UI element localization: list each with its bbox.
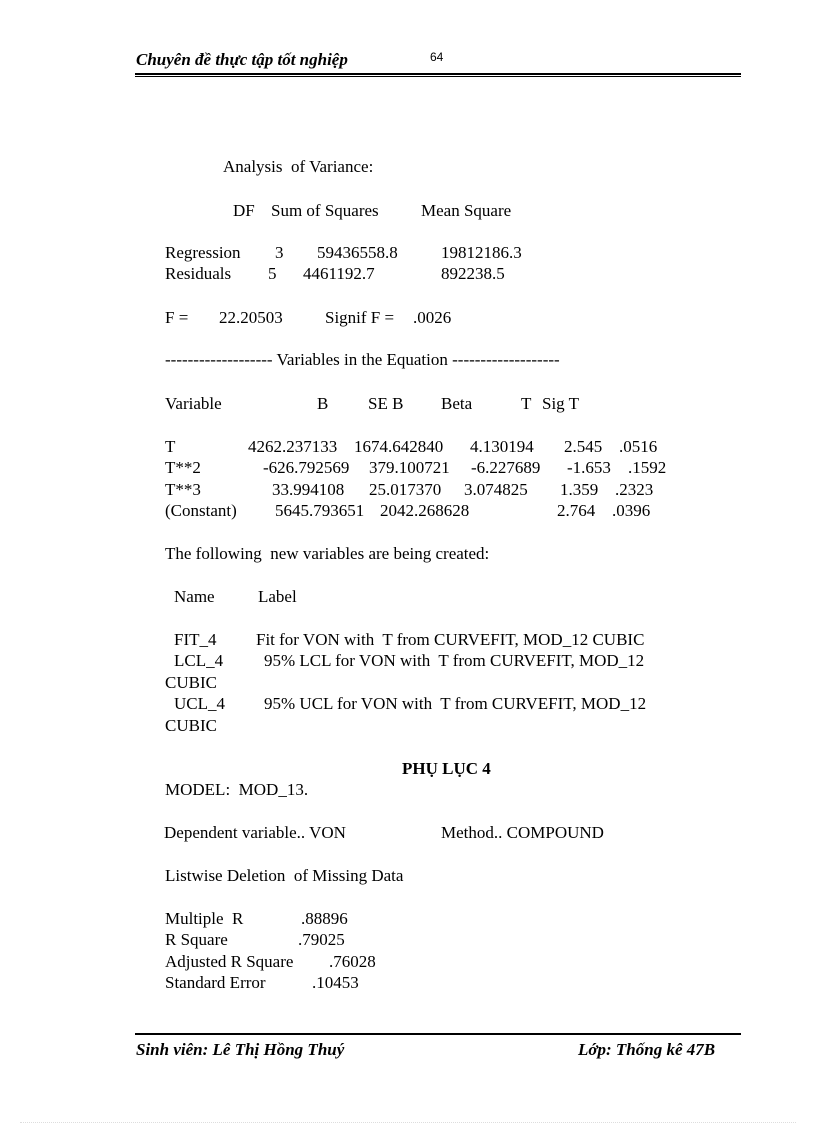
- equation-row-variable: T**2: [165, 458, 201, 477]
- anova-row-label: Regression: [165, 243, 241, 262]
- equation-row-variable: (Constant): [165, 501, 237, 520]
- new-var-label-wrap: CUBIC: [165, 673, 217, 692]
- anova-row-df: 3: [275, 243, 284, 262]
- equation-row-b: 33.994108: [272, 480, 345, 499]
- stat-value: .79025: [298, 930, 345, 949]
- equation-row-t: -1.653: [567, 458, 611, 477]
- model-line: MODEL: MOD_13.: [165, 780, 309, 799]
- anova-col-df: DF: [233, 201, 255, 220]
- anova-row-ms: 19812186.3: [441, 243, 522, 262]
- new-var-name: LCL_4: [174, 651, 224, 670]
- new-var-label: Fit for VON with T from CURVEFIT, MOD_12 CUBIC: [256, 630, 645, 649]
- equation-col-sigt: Sig T: [542, 394, 580, 413]
- header-rule-thin: [135, 76, 741, 77]
- footer-rule: [135, 1033, 741, 1035]
- equation-row-t: 2.545: [564, 437, 603, 456]
- new-var-label-wrap: CUBIC: [165, 716, 217, 735]
- equation-row-sigt: .0396: [612, 501, 651, 520]
- equation-row-t: 2.764: [557, 501, 596, 520]
- new-vars-intro: The following new variables are being created:: [165, 544, 490, 563]
- equation-col-seb: SE B: [368, 394, 404, 413]
- stat-label: Multiple R: [165, 909, 244, 928]
- stat-value: .10453: [312, 973, 359, 992]
- equation-row-sigt: .2323: [615, 480, 654, 499]
- equation-row-seb: 379.100721: [369, 458, 450, 477]
- equation-col-beta: Beta: [441, 394, 473, 413]
- header-rule: [135, 73, 741, 75]
- equation-row-t: 1.359: [560, 480, 599, 499]
- anova-row-df: 5: [268, 264, 277, 283]
- dependent-variable: Dependent variable.. VON: [164, 823, 346, 842]
- footer-class: Lớp: Thống kê 47B: [578, 1040, 716, 1059]
- anova-col-ss: Sum of Squares: [271, 201, 379, 220]
- method: Method.. COMPOUND: [441, 823, 604, 842]
- signif-label: Signif F =: [325, 308, 395, 327]
- document-header-title: Chuyên đề thực tập tốt nghiệp: [136, 50, 348, 69]
- new-var-label: 95% UCL for VON with T from CURVEFIT, MOD_12: [264, 694, 647, 713]
- appendix-title: PHỤ LỤC 4: [402, 759, 491, 778]
- equation-row-sigt: .1592: [628, 458, 667, 477]
- anova-row-label: Residuals: [165, 264, 232, 283]
- new-var-label: 95% LCL for VON with T from CURVEFIT, MOD_12: [264, 651, 645, 670]
- new-vars-col-name: Name: [174, 587, 215, 606]
- equation-row-beta: -6.227689: [471, 458, 541, 477]
- signif-value: .0026: [413, 308, 452, 327]
- equation-row-beta: 3.074825: [464, 480, 528, 499]
- equation-col-t: T: [521, 394, 532, 413]
- new-var-name: FIT_4: [174, 630, 217, 649]
- equation-row-seb: 1674.642840: [354, 437, 444, 456]
- equation-row-beta: 4.130194: [470, 437, 534, 456]
- f-value: 22.20503: [219, 308, 283, 327]
- stat-label: Standard Error: [165, 973, 266, 992]
- equation-col-b: B: [317, 394, 329, 413]
- stat-label: Adjusted R Square: [165, 952, 294, 971]
- equation-col-variable: Variable: [165, 394, 222, 413]
- page-number: 64: [430, 50, 444, 64]
- new-var-name: UCL_4: [174, 694, 225, 713]
- stat-label: R Square: [165, 930, 228, 949]
- equation-row-variable: T: [165, 437, 176, 456]
- equation-separator: ------------------- Variables in the Equation -------------------: [165, 350, 560, 369]
- equation-row-seb: 2042.268628: [380, 501, 470, 520]
- equation-row-b: -626.792569: [263, 458, 350, 477]
- anova-heading: Analysis of Variance:: [223, 157, 374, 176]
- stat-value: .88896: [301, 909, 348, 928]
- anova-row-ss: 4461192.7: [303, 264, 375, 283]
- stat-value: .76028: [329, 952, 376, 971]
- listwise-deletion: Listwise Deletion of Missing Data: [165, 866, 404, 885]
- anova-row-ms: 892238.5: [441, 264, 505, 283]
- f-label: F =: [165, 308, 189, 327]
- new-vars-col-label: Label: [258, 587, 297, 606]
- equation-row-seb: 25.017370: [369, 480, 442, 499]
- equation-row-b: 5645.793651: [275, 501, 365, 520]
- equation-row-b: 4262.237133: [248, 437, 338, 456]
- equation-row-variable: T**3: [165, 480, 201, 499]
- equation-row-sigt: .0516: [619, 437, 658, 456]
- anova-row-ss: 59436558.8: [317, 243, 398, 262]
- anova-col-ms: Mean Square: [421, 201, 512, 220]
- footer-student: Sinh viên: Lê Thị Hồng Thuý: [136, 1040, 345, 1059]
